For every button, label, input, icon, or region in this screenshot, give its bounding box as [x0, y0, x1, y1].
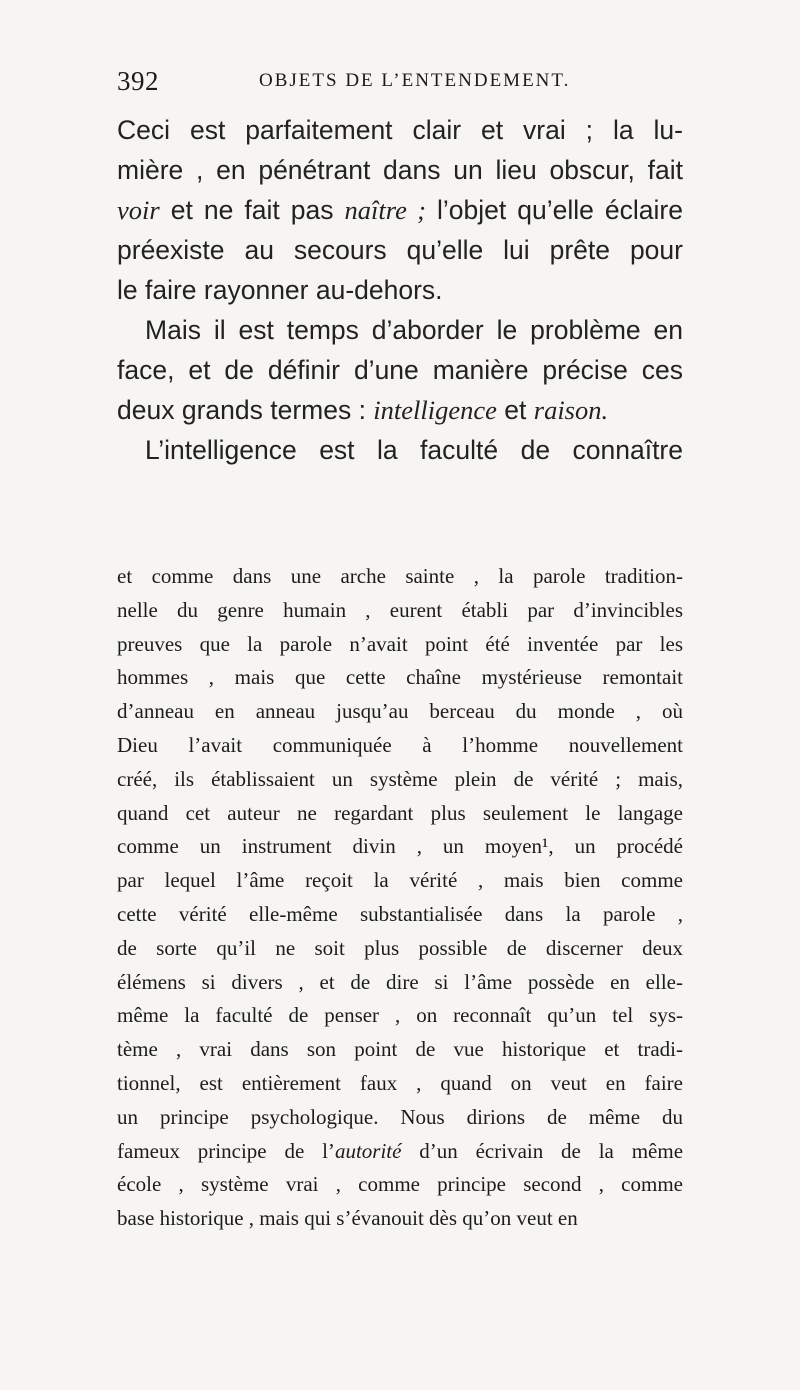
- footnote-line: élémens si divers , et de dire si l’âme possède en elle-: [117, 969, 683, 994]
- footnote-line: et comme dans une arche sainte , la parole tradition-: [117, 564, 683, 588]
- main-text-block: [117, 110, 683, 470]
- footnote-line: tème , vrai dans son point de vue historique et tradi-: [117, 1037, 683, 1062]
- footnote-line: cette vérité elle-même substantialisée dans la parole ,: [117, 901, 683, 926]
- main-text-line: face, et de définir d’une manière précise ces: [117, 355, 683, 385]
- footnote-line: quand cet auteur ne regardant plus seulement le langage: [117, 800, 683, 825]
- footnote-line: de sorte qu’il ne soit plus possible de discerner deux: [117, 935, 683, 960]
- main-text-line: Ceci est parfaitement clair et vrai ; la lu-: [117, 115, 683, 145]
- running-head: [117, 66, 677, 106]
- footnote-line: d’anneau en anneau jusqu’au berceau du monde , où: [117, 699, 683, 724]
- main-text-line: mière , en pénétrant dans un lieu obscur, fait: [117, 155, 683, 185]
- footnote-line: Dieu l’avait communiquée à l’homme nouvellement: [117, 732, 683, 757]
- footnote-line: fameux principe de l’autorité d’un écrivain de la même: [117, 1138, 684, 1163]
- footnote-line: même la faculté de penser , on reconnaît qu’un tel sys-: [117, 1003, 683, 1028]
- page-number: 392: [117, 66, 159, 96]
- footnote-line: hommes , mais que cette chaîne mystérieuse remontait: [117, 665, 683, 690]
- footnote-line: base historique , mais qui s’évanouit dès qu’on veut en: [117, 1206, 578, 1231]
- running-head-title: OBJETS DE L’ENTENDEMENT.: [259, 70, 571, 91]
- footnote-text-block: [117, 560, 683, 1236]
- footnote-line: un principe psychologique. Nous dirions de même du: [117, 1104, 683, 1129]
- main-text-line: Mais il est temps d’aborder le problème en: [145, 315, 683, 345]
- main-text-line: L’intelligence est la faculté de connaître: [145, 435, 683, 465]
- footnote-line: créé, ils établissaient un système plein de vérité ; mais,: [117, 766, 683, 791]
- footnote-line: preuves que la parole n’avait point été inventée par les: [117, 631, 683, 656]
- footnote-line: tionnel, est entièrement faux , quand on veut en faire: [117, 1070, 683, 1095]
- main-text-line: le faire rayonner au-dehors.: [117, 275, 443, 305]
- footnote-line: comme un instrument divin , un moyen¹, un procédé: [117, 834, 683, 859]
- main-text-line: deux grands termes : intelligence et raison.: [117, 395, 609, 425]
- main-text-line: voir et ne fait pas naître ; l’objet qu’elle éclaire: [117, 195, 683, 225]
- main-text-line: préexiste au secours qu’elle lui prête pour: [117, 235, 683, 265]
- footnote-line: école , système vrai , comme principe second , comme: [117, 1172, 683, 1197]
- footnote-line: nelle du genre humain , eurent établi par d’invincibles: [117, 597, 683, 622]
- footnote-line: par lequel l’âme reçoit la vérité , mais bien comme: [117, 868, 683, 893]
